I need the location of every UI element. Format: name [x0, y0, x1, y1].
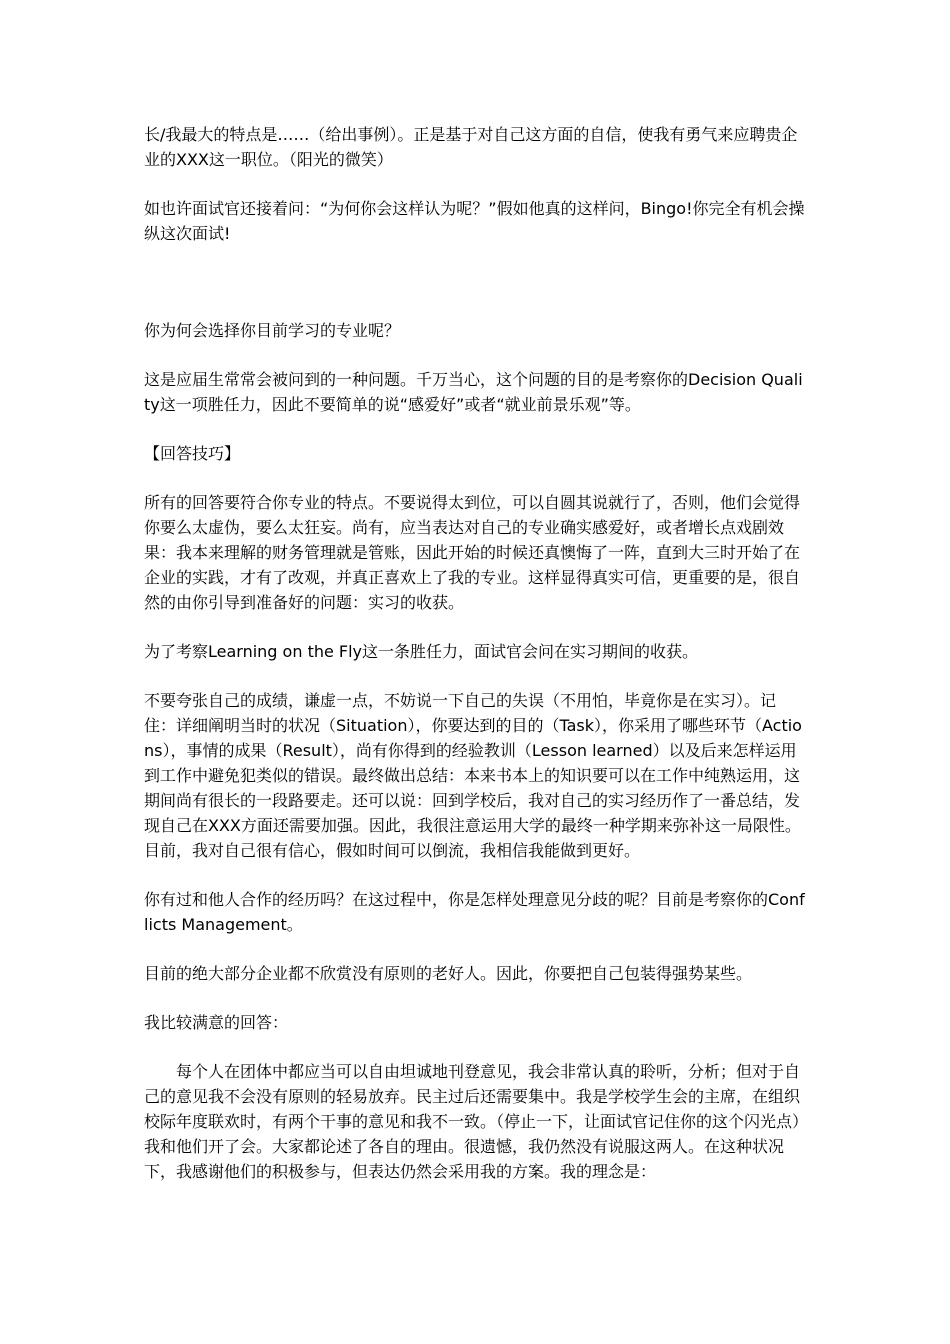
section-heading-answer-tips: 【回答技巧】: [144, 444, 241, 463]
question-cooperation-experience: 你有过和他人合作的经历吗？在这过程中，你是怎样处理意见分歧的呢？目前是考察你的Conflicts Management。: [144, 890, 805, 934]
document-page: [144, 122, 806, 1184]
paragraph-decision-quality: 这是应届生常常会被问到的一种问题。千万当心，这个问题的目的是考察你的Decision Quality这一项胜任力，因此不要简单的说“感爱好”或者“就业前景乐观”等。: [144, 370, 803, 414]
paragraph-no-pushover: 目前的绝大部分企业都不欣赏没有原则的老好人。因此，你要把自己包装得强势某些。: [144, 964, 753, 983]
paragraph-internship-advice: 不要夸张自己的成绩，谦虚一点，不妨说一下自己的失误（不用怕，毕竟你是在实习）。记住：详细阐明当时的状况（Situation），你要达到的目的（Task），你采用了哪些环节（Actions），事情的成果（Result），尚有你得到的经验教训（Lesson learned）以及后来怎样运用到工作中避免犯类似的错误。最终做出总结：本来书本上的知识要可以在工作中纯熟运用，这期间尚有很长的一段路要走。还可以说：回到学校后，我对自己的实习经历作了一番总结，发现自己在XXX方面还需要加强。因此，我很注意运用大学的最终一种学期来弥补这一局限性。目前，我对自己很有信心，假如时间可以倒流，我相信我能做到更好。: [144, 691, 802, 860]
question-major-choice: 你为何会选择你目前学习的专业呢？: [144, 321, 401, 340]
paragraph-follow-up-question: 如也许面试官还接着问：“为何你会这样认为呢？”假如他真的这样问，Bingo!你完全有机会操纵这次面试!: [144, 199, 805, 243]
paragraph-answer-tips: 所有的回答要符合你专业的特点。不要说得太到位，可以自圆其说就行了，否则，他们会觉得你要么太虚伪，要么太狂妄。尚有，应当表达对自己的专业确实感爱好，或者增长点戏剧效果：我本来理解的财务管理就是管账，因此开始的时候还真懊悔了一阵，直到大三时开始了在企业的实践，才有了改观，并真正喜欢上了我的专业。这样显得真实可信，更重要的是，很自然的由你引导到准备好的问题：实习的收获。: [144, 493, 801, 612]
paragraph-learning-on-the-fly: 为了考察Learning on the Fly这一条胜任力，面试官会问在实习期间的收获。: [144, 642, 699, 661]
paragraph-sample-answer: 每个人在团体中都应当可以自由坦诚地刊登意见，我会非常认真的聆听，分析；但对于自己的意见我不会没有原则的轻易放弃。民主过后还需要集中。我是学校学生会的主席，在组织校际年度联欢时，有两个干事的意见和我不一致。（停止一下，让面试官记住你的这个闪光点）我和他们开了会。大家都论述了各自的理由。很遗憾，我仍然没有说服这两人。在这种状况下，我感谢他们的积极参与，但表达仍然会采用我的方案。我的理念是：: [144, 1062, 801, 1181]
paragraph-strength-example: 长/我最大的特点是……（给出事例）。正是基于对自己这方面的自信，使我有勇气来应聘贵企业的XXX这一职位。（阳光的微笑）: [144, 125, 798, 169]
label-satisfactory-answer: 我比较满意的回答：: [144, 1013, 289, 1032]
